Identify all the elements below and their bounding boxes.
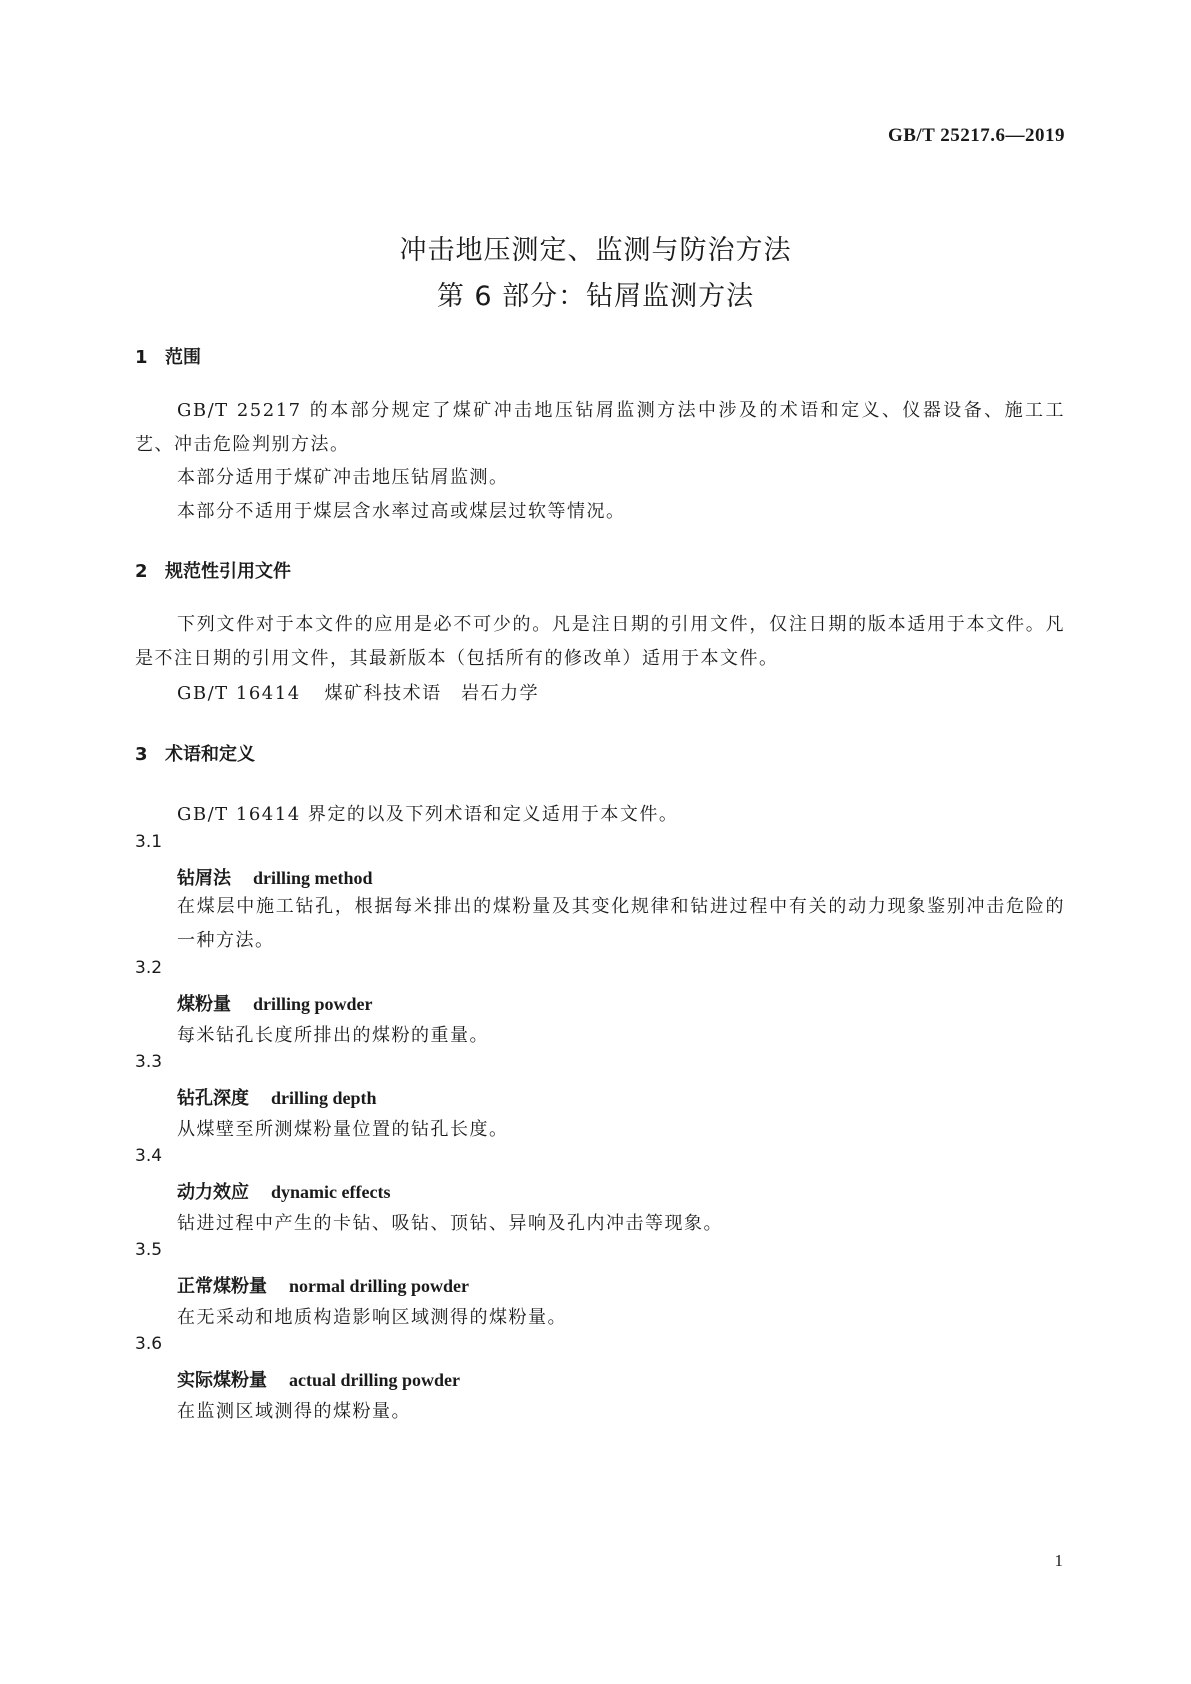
normative-reference bbox=[177, 679, 539, 705]
term-en: normal drilling powder bbox=[289, 1276, 470, 1296]
document-title-line2: 第 6 部分：钻屑监测方法 bbox=[436, 281, 755, 312]
term-title bbox=[177, 1084, 377, 1110]
reference-title: 煤矿科技术语 岩石力学 bbox=[324, 683, 540, 704]
reference-code: GB/T 16414 bbox=[177, 683, 301, 704]
term-title bbox=[177, 990, 373, 1016]
section-1-paragraph-3: 本部分不适用于煤层含水率过高或煤层过软等情况。 bbox=[177, 501, 626, 522]
term-zh: 钻孔深度 bbox=[177, 1088, 249, 1109]
standard-code: GB/T 25217.6—2019 bbox=[887, 125, 1065, 146]
section-number: 3 bbox=[135, 744, 148, 765]
term-en: drilling depth bbox=[271, 1088, 377, 1108]
term-number: 3.1 bbox=[135, 832, 163, 852]
section-number: 1 bbox=[135, 347, 148, 368]
term-zh: 正常煤粉量 bbox=[177, 1276, 267, 1297]
term-number: 3.6 bbox=[135, 1334, 163, 1354]
term-number: 3.2 bbox=[135, 958, 163, 978]
section-2-paragraph-1: 下列文件对于本文件的应用是必不可少的。凡是注日期的引用文件，仅注日期的版本适用于本文件。凡是不注日期的引用文件，其最新版本（包括所有的修改单）适用于本文件。 bbox=[135, 614, 1065, 669]
term-number: 3.4 bbox=[135, 1146, 163, 1166]
term-en: dynamic effects bbox=[271, 1182, 391, 1202]
term-definition: 每米钻孔长度所排出的煤粉的重量。 bbox=[177, 1025, 489, 1046]
term-number: 3.5 bbox=[135, 1240, 163, 1260]
section-3-intro: GB/T 16414 界定的以及下列术语和定义适用于本文件。 bbox=[177, 804, 679, 825]
term-en: actual drilling powder bbox=[289, 1370, 461, 1390]
term-definition: 在监测区域测得的煤粉量。 bbox=[177, 1401, 411, 1422]
section-title: 范围 bbox=[165, 347, 201, 368]
term-definition: 在无采动和地质构造影响区域测得的煤粉量。 bbox=[177, 1307, 567, 1328]
section-3-heading bbox=[135, 740, 255, 766]
term-en: drilling powder bbox=[253, 994, 373, 1014]
page-number: 1 bbox=[1054, 1551, 1063, 1570]
document-title-line1: 冲击地压测定、监测与防治方法 bbox=[399, 235, 792, 266]
term-title bbox=[177, 864, 373, 890]
section-1-heading bbox=[135, 343, 201, 369]
section-2-heading bbox=[135, 557, 291, 583]
section-1-paragraph-2: 本部分适用于煤矿冲击地压钻屑监测。 bbox=[177, 467, 509, 488]
term-title bbox=[177, 1178, 390, 1204]
term-definition: 从煤壁至所测煤粉量位置的钻孔长度。 bbox=[177, 1119, 509, 1140]
section-1-paragraph-1: GB/T 25217 的本部分规定了煤矿冲击地压钻屑监测方法中涉及的术语和定义、仪器设备、施工工艺、冲击危险判别方法。 bbox=[135, 400, 1065, 455]
term-number: 3.3 bbox=[135, 1052, 163, 1072]
section-title: 术语和定义 bbox=[165, 744, 255, 765]
term-en: drilling method bbox=[253, 868, 373, 888]
term-title bbox=[177, 1272, 469, 1298]
term-zh: 实际煤粉量 bbox=[177, 1370, 267, 1391]
section-number: 2 bbox=[135, 561, 148, 582]
term-title bbox=[177, 1366, 460, 1392]
section-title: 规范性引用文件 bbox=[165, 561, 291, 582]
term-zh: 煤粉量 bbox=[177, 994, 231, 1015]
term-zh: 钻屑法 bbox=[177, 868, 231, 889]
term-definition: 在煤层中施工钻孔，根据每米排出的煤粉量及其变化规律和钻进过程中有关的动力现象鉴别冲击危险的一种方法。 bbox=[177, 896, 1065, 951]
term-zh: 动力效应 bbox=[177, 1182, 249, 1203]
term-definition: 钻进过程中产生的卡钻、吸钻、顶钻、异响及孔内冲击等现象。 bbox=[177, 1213, 723, 1234]
